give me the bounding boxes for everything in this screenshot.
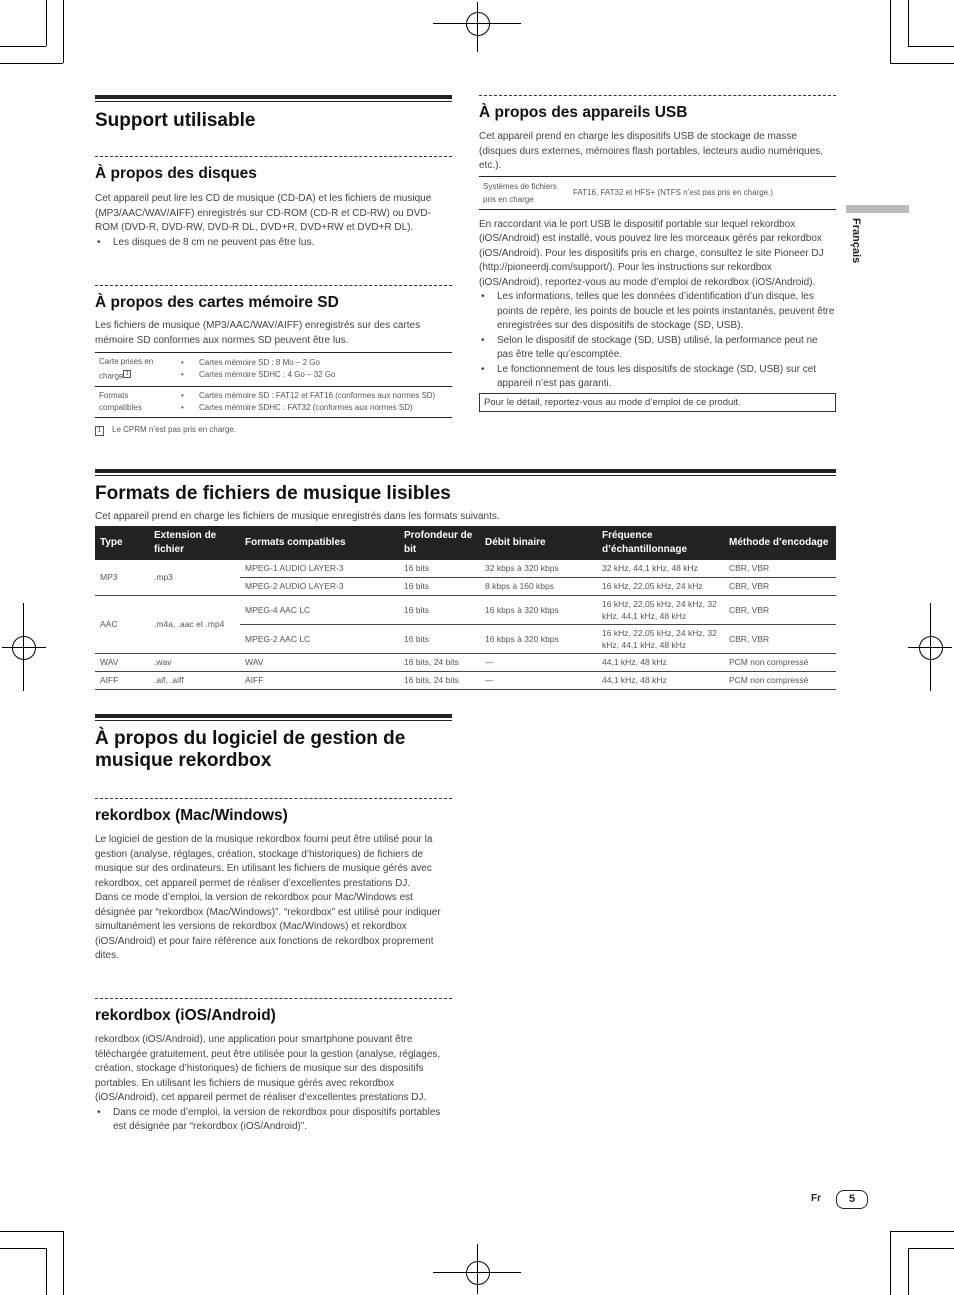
list-item: • Dans ce mode d’emploi, la version de rekordbox pour dispositifs portables est désignée par “rekordbox (iOS/Android)”.	[95, 1106, 452, 1135]
section-title: Formats de fichiers de musique lisibles	[95, 483, 451, 504]
subsection-usb	[479, 95, 836, 412]
column-header: Formats compatibles	[240, 526, 399, 560]
list-item: • Cartes mémoire SD : FAT12 et FAT16 (conformes aux normes SD)	[179, 390, 448, 402]
cell-text: Carte prises en charge	[99, 357, 154, 381]
table-cell: WAV	[240, 653, 399, 671]
subsection-disques	[95, 156, 452, 250]
cell-extension: .mp3	[149, 560, 240, 596]
subsection-title: À propos des disques	[95, 165, 257, 182]
table-cell: CBR, VBR	[724, 624, 836, 653]
column-header: Fréquence d’échantillonnage	[597, 526, 724, 560]
table-cell: MPEG-1 AUDIO LAYER-3	[240, 560, 399, 578]
subsection-rekordbox-mac	[95, 798, 452, 964]
section-title: À propos du logiciel de gestion de musique rekordbox	[95, 728, 406, 771]
language-tab-bar	[846, 205, 909, 213]
table-cell: 16 bits	[399, 624, 480, 653]
paragraph: Les fichiers de musique (MP3/AAC/WAV/AIFF) enregistrés sur des cartes mémoire SD conformes aux normes SD peuvent être lus.	[95, 320, 421, 346]
footer-language: Fr	[811, 1193, 821, 1204]
subsection-title: rekordbox (iOS/Android)	[95, 1007, 276, 1024]
table-cell-label: Formats compatibles	[95, 386, 175, 417]
section-formats	[95, 469, 836, 690]
usb-spec-table	[479, 176, 836, 210]
cell-extension: .m4a, .aac et .mp4	[149, 595, 240, 653]
sd-spec-table	[95, 352, 452, 418]
section-rekordbox	[95, 714, 452, 772]
crop-mark	[890, 63, 954, 64]
crop-mark	[46, 0, 47, 46]
subsection-title: À propos des cartes mémoire SD	[95, 294, 339, 311]
paragraph: Cet appareil peut lire les CD de musique (CD-DA) et les fichiers de musique (MP3/AAC/WAV/AIFF) enregistrés sur CD-ROM (CD-R et CD-RW) ou DVD-ROM (DVD-R, DVD-RW, DVD-R DL, DVD+R, DVD+RW et DVD+R DL).	[95, 193, 432, 233]
table-cell: 44,1 kHz, 48 kHz	[597, 671, 724, 689]
page-number: 5	[836, 1190, 868, 1209]
table-cell: CBR, VBR	[724, 577, 836, 595]
cell-type: MP3	[95, 560, 149, 596]
column-header: Débit binaire	[480, 526, 597, 560]
subsection-rekordbox-ios	[95, 998, 452, 1135]
table-cell: MPEG-2 AAC LC	[240, 624, 399, 653]
column-header: Profondeur de bit	[399, 526, 480, 560]
table-cell: PCM non compressé	[724, 653, 836, 671]
table-cell: 16 kHz, 22,05 kHz, 24 kHz	[597, 577, 724, 595]
crop-mark	[63, 1231, 64, 1295]
list-item: • Les informations, telles que les données d’identification d’un disque, les points de repère, les points de boucle et les points instantanés, peuvent être enregistrées sur des dispositifs de stockage (SD, USB).	[479, 290, 836, 334]
section-rule	[95, 720, 452, 721]
crop-mark	[890, 1231, 954, 1232]
crop-mark	[890, 1231, 891, 1295]
paragraph: Cet appareil prend en charge les dispositifs USB de stockage de masse (disques durs externes, mémoires flash portables, lecteurs audio numériques, etc.).	[479, 131, 824, 171]
registration-mark	[12, 636, 36, 660]
table-cell: CBR, VBR	[724, 595, 836, 624]
dashed-rule	[479, 95, 836, 96]
table-row	[95, 671, 836, 689]
dashed-rule	[95, 998, 452, 999]
paragraph: rekordbox (iOS/Android), une application pour smartphone pouvant être téléchargée gratuitement, peut être utilisée pour la gestion (analyse, réglages, création, stockage d’historiques) de fichiers de musique sur des dispositifs portables. En utilisant les fichiers de musique gérés avec rekordbox (iOS/Android), cet appareil permet de réaliser d’excellentes prestations DJ.	[95, 1034, 441, 1103]
table-cell: PCM non compressé	[724, 671, 836, 689]
registration-mark	[466, 12, 490, 36]
list-item: • Cartes mémoire SDHC : 4 Go – 32 Go	[179, 369, 448, 381]
section-rule	[95, 469, 836, 473]
crop-mark	[0, 1231, 63, 1232]
registration-mark	[466, 1261, 490, 1285]
note-box: Pour le détail, reportez-vous au mode d’emploi de ce produit.	[479, 393, 836, 412]
table-cell: 32 kbps à 320 kbps	[480, 560, 597, 578]
dashed-rule	[95, 285, 452, 286]
table-cell-label: Systèmes de fichiers pris en charge	[479, 176, 569, 209]
table-row	[95, 353, 452, 387]
section-rule	[95, 475, 836, 476]
language-tab	[850, 218, 866, 278]
section-support	[95, 95, 452, 132]
crop-mark	[908, 46, 954, 47]
dashed-rule	[95, 156, 452, 157]
crop-mark	[890, 0, 891, 63]
table-cell: —	[480, 671, 597, 689]
crop-mark	[0, 46, 46, 47]
list-item: • Cartes mémoire SDHC : FAT32 (conformes aux normes SD)	[179, 402, 448, 414]
paragraph: Cet appareil prend en charge les fichiers de musique enregistrés dans les formats suivants.	[95, 511, 500, 522]
table-row	[95, 595, 836, 624]
crop-mark	[46, 1248, 47, 1295]
section-title: Support utilisable	[95, 110, 256, 131]
table-cell: CBR, VBR	[724, 560, 836, 578]
table-cell: 32 kHz, 44,1 kHz, 48 kHz	[597, 560, 724, 578]
language-tab-label: Français	[850, 218, 862, 264]
footnote-text: Le CPRM n’est pas pris en charge.	[112, 424, 237, 434]
table-cell: 16 kbps à 320 kbps	[480, 624, 597, 653]
table-cell: MPEG-4 AAC LC	[240, 595, 399, 624]
paragraph: Le logiciel de gestion de la musique rekordbox fourni peut être utilisé pour la gestion (analyse, réglages, création, stockage d’historiques) de fichiers de musique sur des ordinateurs. En utilisant les fichiers de musique gérés avec rekordbox, cet appareil permet de réaliser d’excellentes prestations DJ.	[95, 834, 433, 889]
column-header: Type	[95, 526, 149, 560]
table-cell	[175, 353, 452, 387]
table-cell-label	[95, 353, 175, 387]
cell-extension: .aif, .aiff	[149, 671, 240, 689]
subsection-title: À propos des appareils USB	[479, 104, 688, 121]
crop-mark	[908, 1248, 954, 1249]
crop-mark	[908, 1248, 909, 1295]
table-cell	[175, 386, 452, 417]
section-rule	[95, 95, 452, 99]
crop-mark	[0, 63, 63, 64]
list-item: • Les disques de 8 cm ne peuvent pas être lus.	[95, 236, 452, 251]
cell-type: AAC	[95, 595, 149, 653]
table-cell: AIFF	[240, 671, 399, 689]
crop-mark	[63, 0, 64, 63]
table-cell: 16 bits	[399, 577, 480, 595]
table-cell: 16 kbps à 320 kbps	[480, 595, 597, 624]
table-header-row	[95, 526, 836, 560]
table-row	[95, 653, 836, 671]
list-item: • Cartes mémoire SD : 8 Mo – 2 Go	[179, 357, 448, 369]
column-header: Méthode d’encodage	[724, 526, 836, 560]
formats-table	[95, 526, 836, 690]
list-item: • Le fonctionnement de tous les dispositifs de stockage (SD, USB) sur cet appareil n’est pas garanti.	[479, 363, 836, 392]
table-cell: 8 kbps à 160 kbps	[480, 577, 597, 595]
table-cell: 16 kHz, 22,05 kHz, 24 kHz, 32 kHz, 44,1 kHz, 48 kHz	[597, 624, 724, 653]
subsection-title: rekordbox (Mac/Windows)	[95, 807, 288, 824]
table-cell: 16 bits	[399, 560, 480, 578]
table-row	[479, 176, 836, 209]
table-cell: 44,1 kHz, 48 kHz	[597, 653, 724, 671]
paragraph: Dans ce mode d’emploi, la version de rekordbox pour Mac/Windows est désignée par “rekordbox (Mac/Windows)”. “rekordbox” est utilisé pour indiquer simultanément les versions de rekordbox (Mac/Windows) et rekordbox (iOS/Android) et pour faire référence aux fonctions de rekordbox proprement dites.	[95, 892, 441, 961]
crop-mark	[0, 1248, 46, 1249]
paragraph: En raccordant via le port USB le dispositif portable sur lequel rekordbox (iOS/Android) est installé, vous pouvez lire les morceaux gérés par rekordbox (iOS/Android). Pour les dispositifs pris en charge, consultez le site Pioneer DJ (http://pioneerdj.com/support/). Pour les instructions sur rekordbox (iOS/Android), reportez-vous au mode d’emploi de rekordbox (iOS/Android).	[479, 218, 824, 288]
footnote-number: 1	[95, 426, 104, 436]
table-cell: —	[480, 653, 597, 671]
list-item: • Selon le dispositif de stockage (SD, USB) utilisé, la performance peut ne pas être telle qu’escomptée.	[479, 334, 836, 363]
cell-type: AIFF	[95, 671, 149, 689]
footnote	[95, 425, 452, 436]
subsection-sd	[95, 285, 452, 436]
table-row	[95, 386, 452, 417]
table-cell: FAT16, FAT32 et HFS+ (NTFS n’est pas pris en charge.)	[569, 176, 836, 209]
footnote-ref: 1	[125, 371, 129, 377]
section-rule	[95, 714, 452, 718]
table-cell: 16 bits, 24 bits	[399, 671, 480, 689]
section-rule	[95, 101, 452, 102]
column-header: Extension de fichier	[149, 526, 240, 560]
cell-type: WAV	[95, 653, 149, 671]
dashed-rule	[95, 798, 452, 799]
table-cell: MPEG-2 AUDIO LAYER-3	[240, 577, 399, 595]
crop-mark	[908, 0, 909, 46]
table-row	[95, 560, 836, 578]
registration-mark	[919, 636, 943, 660]
table-cell: 16 bits	[399, 595, 480, 624]
table-cell: 16 bits, 24 bits	[399, 653, 480, 671]
table-cell: 16 kHz, 22,05 kHz, 24 kHz, 32 kHz, 44,1 kHz, 48 kHz	[597, 595, 724, 624]
cell-extension: .wav	[149, 653, 240, 671]
